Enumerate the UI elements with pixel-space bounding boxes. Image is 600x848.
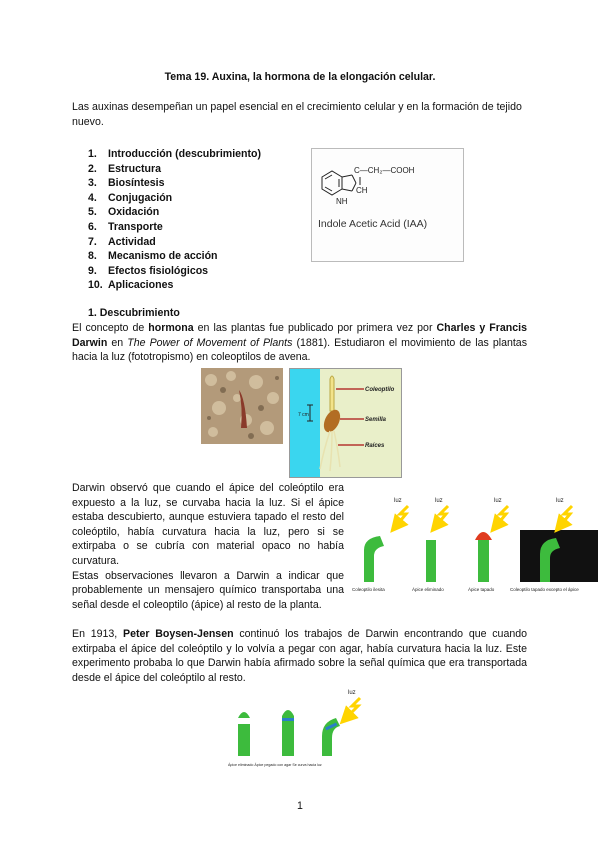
toc-item: 8. Mecanismo de acción	[88, 250, 218, 263]
toc-item: 6. Transporte	[88, 220, 163, 233]
label-semilla: Semilla	[365, 417, 387, 423]
paragraph-concept: El concepto de hormona en las plantas fue publicado por primera vez por Charles y Francis Darwin en The Power of Movement of Plants (1881). Estudiaron el movimiento de las plantas hacia la luz (fototropismo) en coleoptilos de avena.	[72, 322, 527, 364]
toc-item: 7. Actividad	[88, 235, 156, 248]
opaque-cap	[475, 532, 492, 540]
coleoptile-capped	[478, 540, 489, 582]
toc-item: 4. Conjugación	[88, 191, 173, 204]
label-raices: Raíces	[365, 443, 385, 449]
light-arrow-icon	[560, 506, 572, 526]
toc-item: 2. Estructura	[88, 162, 161, 175]
toc-item: 3. Biosíntesis	[88, 177, 165, 190]
page-number: 1	[297, 800, 303, 812]
agar-block	[282, 718, 294, 721]
oat-seedling-photo	[201, 368, 283, 444]
table-of-contents	[88, 147, 298, 293]
caption: Ápice tapado	[468, 587, 495, 592]
luz-label: luz	[435, 498, 443, 504]
caption: Coleoptilo ilesita	[352, 587, 385, 592]
light-arrow-icon	[396, 506, 408, 526]
iaa-nh: NH	[336, 197, 348, 206]
toc-item: 9. Efectos fisiológicos	[88, 264, 209, 277]
seedling-scale: 7 cm	[298, 412, 309, 418]
toc-item: 1. Introducción (descubrimiento)	[88, 148, 262, 160]
caption: Ápice eliminado	[412, 587, 444, 592]
light-arrow-icon	[496, 506, 508, 526]
iaa-molecule-diagram	[312, 149, 463, 261]
caption: Ápice eliminado Ápice pegado con agar Se curva hacia luz	[228, 763, 322, 767]
iaa-structure-figure	[311, 148, 464, 262]
coleoptile-bent	[322, 718, 340, 756]
iaa-ch: CH	[356, 186, 368, 195]
caption: Coleoptilo tapado excepto el ápice	[510, 587, 579, 592]
toc-item: 5. Oxidación	[88, 206, 160, 219]
label-coleoptilo: Coleoptilo	[365, 387, 395, 393]
black-sheath	[520, 530, 598, 582]
pyrrole-bond	[342, 175, 352, 177]
luz-label: luz	[556, 498, 564, 504]
paragraph-darwin: Darwin observó que cuando el ápice del coleóptilo era expuesto a la luz, se curvaba hacia la luz. Si el ápice estaba descubierto, aunque estuviera tapado el resto del coleóptilo, había curvatura hacia la luz, pero si se extirpaba o se cubría con material opaco no había curvatura. Estas observaciones llevaron a Darwin a indicar que probablemente un mensajero químico transportaba una señal desde el coleoptilo (ápice) al resto de la planta.	[72, 482, 344, 611]
coleoptile-bent	[364, 536, 384, 582]
coleoptile-tip	[238, 712, 250, 718]
toc-item: 10. Aplicaciones	[88, 279, 174, 292]
luz-label: luz	[394, 498, 402, 504]
iaa-chain: C—CH₂—COOH	[354, 166, 415, 175]
intro-paragraph: Las auxinas desempeñan un papel esencial en el crecimiento celular y en la formación de tejido nuevo.	[72, 101, 522, 128]
iaa-caption: Indole Acetic Acid (IAA)	[318, 218, 428, 230]
darwin-experiment-figure	[350, 492, 598, 596]
coleoptile-rejoined	[282, 716, 294, 756]
section-heading: 1. Descubrimiento	[88, 307, 180, 319]
coleoptile-base	[238, 724, 250, 756]
luz-label: luz	[348, 690, 356, 696]
boysen-jensen-figure	[226, 686, 371, 768]
coleoptile-cut	[426, 540, 436, 582]
light-arrow-icon	[436, 506, 448, 526]
page-title: Tema 19. Auxina, la hormona de la elongación celular.	[164, 71, 436, 83]
light-arrow-icon	[346, 698, 360, 718]
seedling-diagram	[289, 368, 402, 478]
luz-label: luz	[494, 498, 502, 504]
paragraph-boysen-jensen: En 1913, Peter Boysen-Jensen continuó los trabajos de Darwin encontrando que cuando extirpaba el ápice del coleóptilo y lo volvía a pegar con agar, había curvatura hacia la luz. Este experimento probaba lo que Darwin había afirmado sobre la señal química que era transportada desde el ápice del coleóptilo al resto.	[72, 628, 528, 684]
